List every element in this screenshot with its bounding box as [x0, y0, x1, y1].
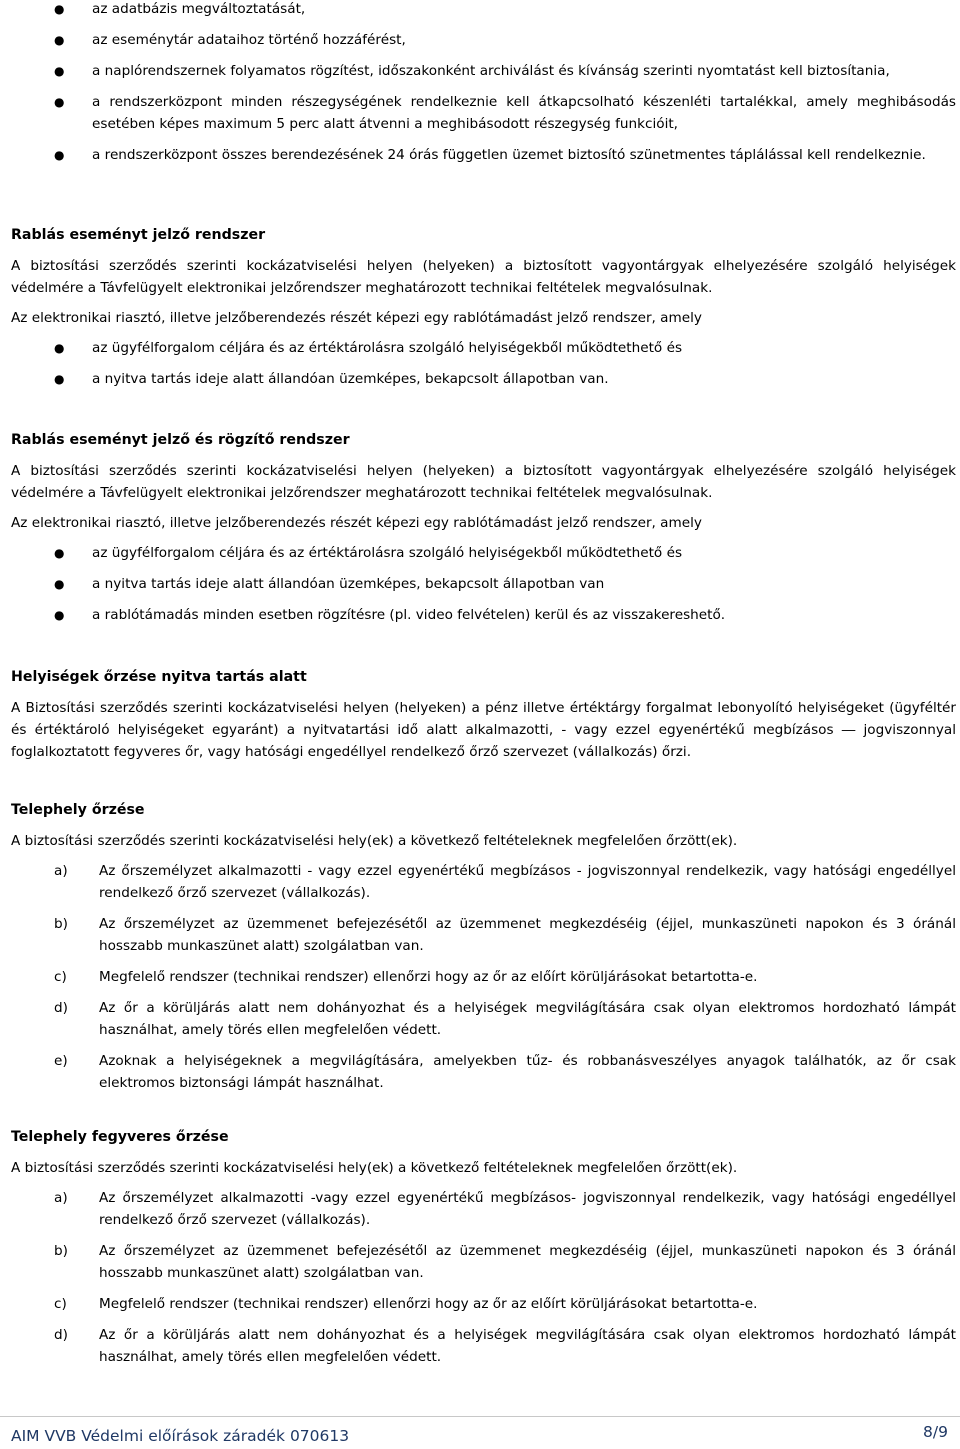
list-item: ● az ügyfélforgalom céljára és az értéktárolásra szolgáló helyiségekből működtethető és: [11, 337, 956, 359]
bullet-icon: ●: [54, 546, 65, 560]
bullet-list: [11, 542, 956, 626]
list-item: ● a nyitva tartás ideje alatt állandóan üzemképes, bekapcsolt állapotban van.: [11, 368, 956, 390]
bullet-icon: ●: [54, 577, 65, 591]
bullet-icon: ●: [54, 372, 65, 386]
lettered-list: [11, 1187, 956, 1368]
section-heading: Rablás eseményt jelző és rögzítő rendszer: [11, 432, 350, 448]
list-item: ● az ügyfélforgalom céljára és az értéktárolásra szolgáló helyiségekből működtethető és: [11, 542, 956, 564]
list-item: ● az eseménytár adataihoz történő hozzáférést,: [11, 29, 956, 51]
list-item: e) Azoknak a helyiségeknek a megvilágítására, amelyekben tűz- és robbanásveszélyes anyagok találhatók, az őr csak elektromos biztonsági lámpát használhat.: [54, 1053, 956, 1091]
bullet-icon: ●: [54, 148, 65, 162]
list-item: b) Az őrszemélyzet az üzemmenet befejezésétől az üzemmenet megkezdéséig (éjjel, munkaszüneti napokon és 3 óránál hosszabb munkaszünet alatt) szolgálatban van.: [54, 1243, 956, 1281]
top-bullet-list: [11, 0, 956, 166]
paragraph: A Biztosítási szerződés szerinti kockázatviselési helyen (helyeken) a pénz illetve értéktárgy forgalmat lebonyolító helyiségeket (ügyféltér és értéktároló helyiségeket egyaránt) a nyitvatartási idő alatt alkalmazotti, - vagy ezzel egyenértékű megbízásos ― jogviszonnyal foglalkoztatott fegyveres őr, vagy hatósági engedéllyel rendelkező őrző szervezet (vállalkozás) őrzi.: [11, 700, 956, 760]
paragraph: A biztosítási szerződés szerinti kockázatviselési hely(ek) a következő feltételeknek megfelelően őrzött(ek).: [11, 1160, 738, 1176]
paragraph: Az elektronikai riasztó, illetve jelzőberendezés részét képezi egy rablótámadást jelző rendszer, amely: [11, 310, 702, 326]
list-item: ● a rendszerközpont összes berendezésének 24 órás független üzemet biztosító szünetmentes táplálással kell rendelkeznie.: [11, 144, 956, 166]
bullet-icon: ●: [54, 341, 65, 355]
list-item: a) Az őrszemélyzet alkalmazotti - vagy ezzel egyenértékű megbízásos - jogviszonnyal rendelkezik, vagy hatósági engedéllyel rendelkező őrző szervezet (vállalkozás).: [54, 863, 956, 901]
list-item: d) Az őr a körüljárás alatt nem dohányozhat és a helyiségek megvilágítására csak olyan elektromos hordozható lámpát használhat, amely törés ellen megfelelően védett.: [54, 1327, 956, 1365]
list-item: d) Az őr a körüljárás alatt nem dohányozhat és a helyiségek megvilágítására csak olyan elektromos hordozható lámpát használhat, amely törés ellen megfelelően védett.: [54, 1000, 956, 1038]
paragraph: A biztosítási szerződés szerinti kockázatviselési helyen (helyeken) a biztosított vagyontárgyak elhelyezésére szolgáló helyiségek védelmére a Távfelügyelt elektronikai jelzőrendszer meghatározott technikai feltételek megvalósulnak.: [11, 258, 956, 296]
list-item: c) Megfelelő rendszer (technikai rendszer) ellenőrzi hogy az őr az előírt körüljárásokat betartotta-e.: [54, 969, 758, 985]
list-item: ● a rendszerközpont minden részegységének rendelkeznie kell átkapcsolható készenléti tartalékkal, amely meghibásodás esetében képes maximum 5 perc alatt átvenni a meghibásodott részegység funkcióit,: [11, 91, 956, 135]
bullet-list: [11, 337, 956, 390]
footer-title: AIM VVB Védelmi előírások záradék 070613: [11, 1427, 350, 1445]
section-heading: Helyiségek őrzése nyitva tartás alatt: [11, 669, 307, 685]
paragraph: A biztosítási szerződés szerinti kockázatviselési helyen (helyeken) a biztosított vagyontárgyak elhelyezésére szolgáló helyiségek védelmére a Távfelügyelt elektronikai jelzőrendszer meghatározott technikai feltételek megvalósulnak.: [11, 463, 956, 501]
paragraph: Az elektronikai riasztó, illetve jelzőberendezés részét képezi egy rablótámadást jelző rendszer, amely: [11, 515, 702, 531]
bullet-icon: ●: [54, 608, 65, 622]
bullet-icon: ●: [54, 95, 65, 109]
paragraph: A biztosítási szerződés szerinti kockázatviselési hely(ek) a következő feltételeknek megfelelően őrzött(ek).: [11, 833, 738, 849]
section-heading: Rablás eseményt jelző rendszer: [11, 227, 266, 243]
page-number: 8/9: [923, 1423, 948, 1441]
list-item: ● a naplórendszernek folyamatos rögzítést, időszakonként archiválást és kívánság szerinti nyomtatást kell biztosítania,: [11, 60, 956, 82]
list-item: ● a rablótámadás minden esetben rögzítésre (pl. video felvételen) kerül és az visszakereshető.: [11, 604, 956, 626]
bullet-icon: ●: [54, 64, 65, 78]
bullet-icon: ●: [54, 2, 65, 16]
section-heading: Telephely fegyveres őrzése: [11, 1129, 229, 1145]
section-heading: Telephely őrzése: [11, 802, 145, 818]
list-item: b) Az őrszemélyzet az üzemmenet befejezésétől az üzemmenet megkezdéséig (éjjel, munkaszüneti napokon és 3 óránál hosszabb munkaszünet alatt) szolgálatban van.: [54, 916, 956, 954]
bullet-icon: ●: [54, 33, 65, 47]
list-item: c) Megfelelő rendszer (technikai rendszer) ellenőrzi hogy az őr az előírt körüljárásokat betartotta-e.: [54, 1296, 758, 1312]
list-item: ● a nyitva tartás ideje alatt állandóan üzemképes, bekapcsolt állapotban van: [11, 573, 956, 595]
list-item: ● az adatbázis megváltoztatását,: [11, 0, 956, 20]
page-footer: [0, 1416, 960, 1449]
lettered-list: [11, 860, 956, 1094]
list-item: a) Az őrszemélyzet alkalmazotti -vagy ezzel egyenértékű megbízásos- jogviszonnyal rendelkezik, vagy hatósági engedéllyel rendelkező őrző szervezet (vállalkozás).: [54, 1190, 956, 1228]
